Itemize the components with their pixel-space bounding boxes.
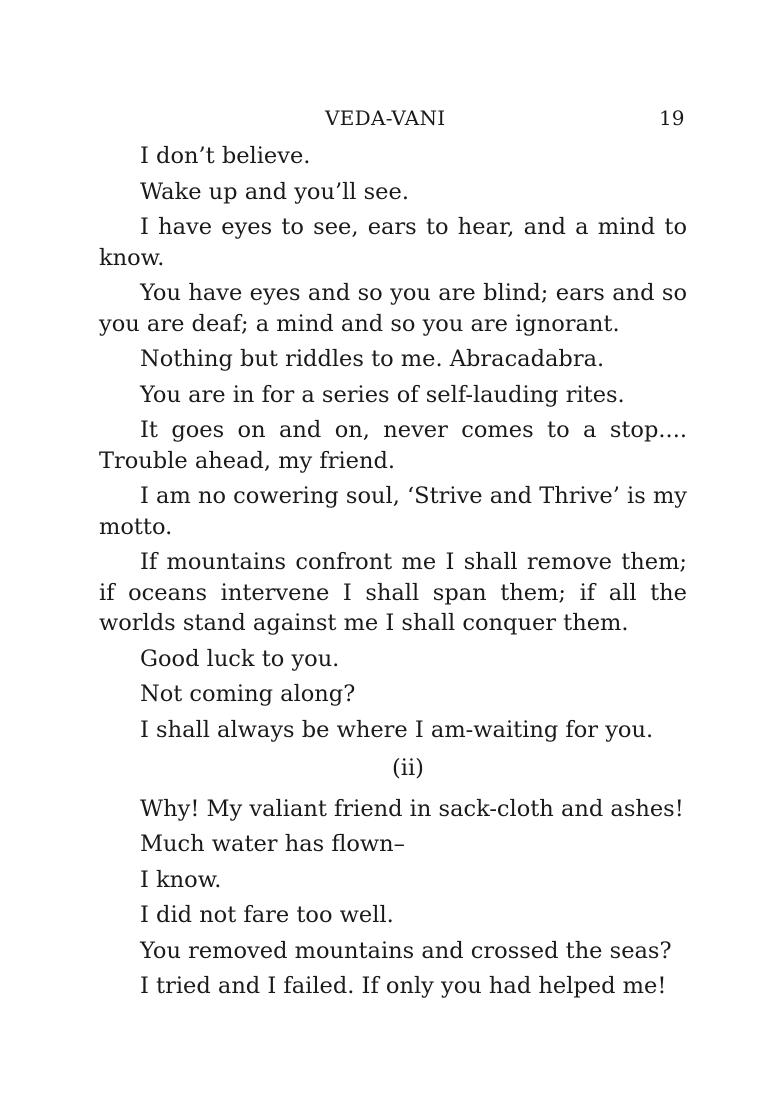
paragraph: I have eyes to see, ears to hear, and a mind to know. — [99, 214, 687, 271]
paragraph: Wake up and you’ll see. — [140, 178, 409, 205]
page-header — [0, 103, 780, 133]
running-title: VEDA-VANI — [325, 106, 446, 130]
paragraph: Not coming along? — [140, 681, 356, 707]
paragraph: Why! My valiant friend in sack-cloth and ashes! — [140, 795, 684, 822]
paragraph: Nothing but riddles to me. Abracadabra. — [140, 346, 605, 372]
paragraph: You removed mountains and crossed the seas? — [140, 937, 672, 964]
paragraph: You are in for a series of self-lauding rites. — [140, 381, 625, 408]
paragraph: If mountains confront me I shall remove them; if oceans intervene I shall span them; if all the worlds stand against me I shall conquer them. — [99, 549, 687, 636]
paragraph: I did not fare too well. — [140, 902, 394, 928]
page-number: 19 — [659, 106, 685, 130]
paragraph: Good luck to you. — [140, 645, 340, 672]
paragraph: I shall always be where I am-waiting for you. — [140, 716, 654, 743]
paragraph: You have eyes and so you are blind; ears and so you are deaf; a mind and so you are ignorant. — [99, 280, 687, 337]
paragraph: I tried and I failed. If only you had helped me! — [140, 973, 667, 999]
paragraph: It goes on and on, never comes to a stop.... Trouble ahead, my friend. — [99, 417, 687, 474]
paragraph: I don’t believe. — [140, 143, 311, 169]
section-marker: (ii) — [392, 755, 424, 781]
paragraph: Much water has flown– — [140, 831, 405, 857]
paragraph: I know. — [140, 866, 222, 893]
page-body — [99, 141, 687, 1007]
paragraph: I am no cowering soul, ‘Strive and Thrive’ is my motto. — [99, 483, 687, 540]
